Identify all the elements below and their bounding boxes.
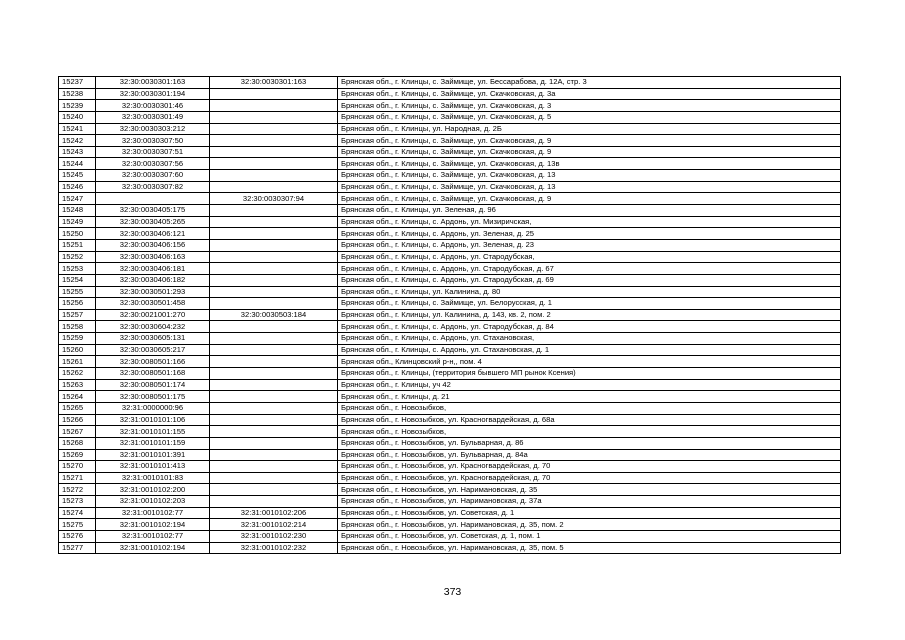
address-cell: Брянская обл., г. Клинцы, (территория бывшего МП рынок Ксения) [338, 368, 841, 380]
address-cell: Брянская обл., г. Клинцы, с. Займище, ул. Белорусская, д. 1 [338, 298, 841, 310]
cadastral-number-cell: 32:31:0010101:159 [96, 437, 210, 449]
related-cadastral-number-cell [210, 449, 338, 461]
cadastral-number-cell: 32:30:0030405:265 [96, 216, 210, 228]
cadastral-number-cell: 32:31:0000000:96 [96, 402, 210, 414]
related-cadastral-number-cell [210, 379, 338, 391]
cadastral-number-cell: 32:30:0030405:175 [96, 205, 210, 217]
address-cell: Брянская обл., г. Новозыбков, [338, 426, 841, 438]
address-cell: Брянская обл., г. Новозыбков, ул. Бульварная, д. 86 [338, 437, 841, 449]
row-number-cell: 15258 [59, 321, 96, 333]
cadastral-number-cell: 32:31:0010102:203 [96, 496, 210, 508]
address-cell: Брянская обл., г. Клинцы, с. Займище, ул. Скачковская, д. 13 [338, 170, 841, 182]
page-number: 373 [443, 586, 462, 598]
table-row [59, 542, 841, 554]
row-number-cell: 15257 [59, 309, 96, 321]
cadastral-number-cell: 32:31:0010101:391 [96, 449, 210, 461]
table-row [59, 251, 841, 263]
related-cadastral-number-cell [210, 437, 338, 449]
table-row [59, 530, 841, 542]
row-number-cell: 15253 [59, 263, 96, 275]
related-cadastral-number-cell [210, 146, 338, 158]
cadastral-number-cell: 32:30:0030605:217 [96, 344, 210, 356]
address-cell: Брянская обл., г. Клинцы, с. Ардонь, ул. Стародубская, д. 69 [338, 274, 841, 286]
address-cell: Брянская обл., г. Новозыбков, ул. Бульварная, д. 84а [338, 449, 841, 461]
table-row [59, 88, 841, 100]
row-number-cell: 15268 [59, 437, 96, 449]
table-row [59, 379, 841, 391]
table-row [59, 123, 841, 135]
row-number-cell: 15248 [59, 205, 96, 217]
related-cadastral-number-cell: 32:30:0030301:163 [210, 77, 338, 89]
table-row [59, 193, 841, 205]
cadastral-number-cell: 32:31:0010102:194 [96, 519, 210, 531]
table-row [59, 146, 841, 158]
table-row [59, 135, 841, 147]
row-number-cell: 15245 [59, 170, 96, 182]
related-cadastral-number-cell [210, 298, 338, 310]
related-cadastral-number-cell [210, 205, 338, 217]
cadastral-number-cell: 32:30:0030307:82 [96, 181, 210, 193]
related-cadastral-number-cell [210, 123, 338, 135]
address-cell: Брянская обл., г. Новозыбков, ул. Советская, д. 1, пом. 1 [338, 530, 841, 542]
address-cell: Брянская обл., г. Новозыбков, ул. Наримановская, д. 37а [338, 496, 841, 508]
table-row [59, 286, 841, 298]
row-number-cell: 15239 [59, 100, 96, 112]
table-row [59, 344, 841, 356]
address-cell: Брянская обл., г. Клинцы, ул. Зеленая, д. 96 [338, 205, 841, 217]
address-cell: Брянская обл., г. Клинцы, с. Ардонь, ул. Стародубская, [338, 251, 841, 263]
table-row [59, 484, 841, 496]
address-cell: Брянская обл., г. Клинцы, с. Займище, ул. Скачковская, д. 13в [338, 158, 841, 170]
address-cell: Брянская обл., г. Клинцы, с. Ардонь, ул. Стародубская, д. 67 [338, 263, 841, 275]
table-row [59, 496, 841, 508]
cadastral-number-cell: 32:30:0080501:175 [96, 391, 210, 403]
row-number-cell: 15244 [59, 158, 96, 170]
row-number-cell: 15265 [59, 402, 96, 414]
row-number-cell: 15266 [59, 414, 96, 426]
row-number-cell: 15250 [59, 228, 96, 240]
related-cadastral-number-cell [210, 391, 338, 403]
related-cadastral-number-cell [210, 426, 338, 438]
cadastral-number-cell [96, 193, 210, 205]
address-cell: Брянская обл., г. Клинцы, ул. Калинина, д. 80 [338, 286, 841, 298]
row-number-cell: 15275 [59, 519, 96, 531]
table-row [59, 216, 841, 228]
address-cell: Брянская обл., г. Клинцы, д. 21 [338, 391, 841, 403]
table-row [59, 519, 841, 531]
related-cadastral-number-cell [210, 170, 338, 182]
related-cadastral-number-cell [210, 484, 338, 496]
address-cell: Брянская обл., г. Клинцы, с. Займище, ул. Скачковская, д. 9 [338, 193, 841, 205]
cadastral-number-cell: 32:30:0030406:121 [96, 228, 210, 240]
related-cadastral-number-cell: 32:31:0010102:232 [210, 542, 338, 554]
row-number-cell: 15238 [59, 88, 96, 100]
related-cadastral-number-cell [210, 402, 338, 414]
cadastral-number-cell: 32:30:0030307:60 [96, 170, 210, 182]
row-number-cell: 15260 [59, 344, 96, 356]
row-number-cell: 15276 [59, 530, 96, 542]
table-row [59, 274, 841, 286]
table-row [59, 402, 841, 414]
table-row [59, 181, 841, 193]
related-cadastral-number-cell: 32:31:0010102:230 [210, 530, 338, 542]
address-cell: Брянская обл., г. Новозыбков, ул. Наримановская, д. 35, пом. 2 [338, 519, 841, 531]
address-cell: Брянская обл., г. Клинцы, с. Займище, ул. Скачковская, д. 3 [338, 100, 841, 112]
related-cadastral-number-cell [210, 228, 338, 240]
related-cadastral-number-cell [210, 135, 338, 147]
related-cadastral-number-cell [210, 263, 338, 275]
cadastral-number-cell: 32:30:0030307:56 [96, 158, 210, 170]
address-cell: Брянская обл., г. Клинцы, с. Ардонь, ул. Стахановская, [338, 333, 841, 345]
table-row [59, 111, 841, 123]
cadastral-number-cell: 32:31:0010102:200 [96, 484, 210, 496]
row-number-cell: 15274 [59, 507, 96, 519]
cadastral-number-cell: 32:30:0030406:156 [96, 239, 210, 251]
row-number-cell: 15261 [59, 356, 96, 368]
cadastral-number-cell: 32:31:0010101:106 [96, 414, 210, 426]
related-cadastral-number-cell: 32:30:0030503:184 [210, 309, 338, 321]
address-cell: Брянская обл., г. Клинцы, с. Ардонь, ул. Зеленая, д. 25 [338, 228, 841, 240]
row-number-cell: 15241 [59, 123, 96, 135]
related-cadastral-number-cell [210, 414, 338, 426]
row-number-cell: 15240 [59, 111, 96, 123]
cadastral-number-cell: 32:31:0010101:83 [96, 472, 210, 484]
related-cadastral-number-cell [210, 344, 338, 356]
cadastral-number-cell: 32:30:0030301:46 [96, 100, 210, 112]
address-cell: Брянская обл., г. Новозыбков, ул. Наримановская, д. 35 [338, 484, 841, 496]
table-row [59, 333, 841, 345]
table-row [59, 437, 841, 449]
row-number-cell: 15255 [59, 286, 96, 298]
cadastral-number-cell: 32:31:0010101:413 [96, 461, 210, 473]
address-cell: Брянская обл., г. Клинцы, с. Займище, ул. Скачковская, д. 13 [338, 181, 841, 193]
address-cell: Брянская обл., г. Клинцы, с. Ардонь, ул. Стахановская, д. 1 [338, 344, 841, 356]
address-cell: Брянская обл., г. Новозыбков, [338, 402, 841, 414]
address-cell: Брянская обл., г. Клинцы, с. Займище, ул. Скачковская, д. 3а [338, 88, 841, 100]
address-cell: Брянская обл., г. Клинцы, ул. Калинина, д. 143, кв. 2, пом. 2 [338, 309, 841, 321]
table-row [59, 472, 841, 484]
row-number-cell: 15243 [59, 146, 96, 158]
row-number-cell: 15270 [59, 461, 96, 473]
address-cell: Брянская обл., г. Клинцы, с. Ардонь, ул. Стародубская, д. 84 [338, 321, 841, 333]
address-cell: Брянская обл., г. Новозыбков, ул. Советская, д. 1 [338, 507, 841, 519]
row-number-cell: 15254 [59, 274, 96, 286]
related-cadastral-number-cell [210, 251, 338, 263]
cadastral-number-cell: 32:31:0010102:77 [96, 530, 210, 542]
row-number-cell: 15242 [59, 135, 96, 147]
table-row [59, 368, 841, 380]
address-cell: Брянская обл., г. Клинцы, с. Ардонь, ул. Мизиричская, [338, 216, 841, 228]
address-cell: Брянская обл., г. Клинцы, с. Ардонь, ул. Зеленая, д. 23 [338, 239, 841, 251]
table-row [59, 158, 841, 170]
cadastral-number-cell: 32:30:0030605:131 [96, 333, 210, 345]
related-cadastral-number-cell [210, 239, 338, 251]
table-row [59, 263, 841, 275]
table-row [59, 414, 841, 426]
related-cadastral-number-cell [210, 100, 338, 112]
related-cadastral-number-cell [210, 274, 338, 286]
related-cadastral-number-cell [210, 461, 338, 473]
table-row [59, 391, 841, 403]
cadastral-number-cell: 32:30:0030301:194 [96, 88, 210, 100]
related-cadastral-number-cell: 32:30:0030307:94 [210, 193, 338, 205]
row-number-cell: 15271 [59, 472, 96, 484]
related-cadastral-number-cell [210, 333, 338, 345]
row-number-cell: 15264 [59, 391, 96, 403]
table-row [59, 426, 841, 438]
cadastral-number-cell: 32:30:0021001:270 [96, 309, 210, 321]
address-cell: Брянская обл., г. Новозыбков, ул. Наримановская, д. 35, пом. 5 [338, 542, 841, 554]
cadastral-number-cell: 32:30:0030406:163 [96, 251, 210, 263]
address-cell: Брянская обл., г. Новозыбков, ул. Красногвардейская, д. 68а [338, 414, 841, 426]
related-cadastral-number-cell [210, 321, 338, 333]
row-number-cell: 15256 [59, 298, 96, 310]
row-number-cell: 15259 [59, 333, 96, 345]
cadastral-number-cell: 32:30:0030501:458 [96, 298, 210, 310]
row-number-cell: 15246 [59, 181, 96, 193]
address-cell: Брянская обл., г. Новозыбков, ул. Красногвардейская, д. 70 [338, 461, 841, 473]
table-row [59, 170, 841, 182]
related-cadastral-number-cell [210, 181, 338, 193]
cadastral-number-cell: 32:30:0080501:174 [96, 379, 210, 391]
related-cadastral-number-cell [210, 111, 338, 123]
related-cadastral-number-cell: 32:31:0010102:214 [210, 519, 338, 531]
related-cadastral-number-cell [210, 368, 338, 380]
related-cadastral-number-cell [210, 286, 338, 298]
cadastral-number-cell: 32:30:0030406:182 [96, 274, 210, 286]
row-number-cell: 15247 [59, 193, 96, 205]
address-cell: Брянская обл., г. Клинцы, с. Займище, ул. Скачковская, д. 9 [338, 135, 841, 147]
cadastral-number-cell: 32:30:0030307:51 [96, 146, 210, 158]
address-cell: Брянская обл., г. Клинцы, с. Займище, ул. Бессарабова, д. 12А, стр. 3 [338, 77, 841, 89]
table-row [59, 321, 841, 333]
row-number-cell: 15263 [59, 379, 96, 391]
row-number-cell: 15267 [59, 426, 96, 438]
cadastral-number-cell: 32:30:0080501:166 [96, 356, 210, 368]
cadastral-number-cell: 32:31:0010102:194 [96, 542, 210, 554]
related-cadastral-number-cell [210, 216, 338, 228]
row-number-cell: 15277 [59, 542, 96, 554]
table-row [59, 449, 841, 461]
cadastral-number-cell: 32:30:0030406:181 [96, 263, 210, 275]
address-cell: Брянская обл., г. Клинцы, с. Займище, ул. Скачковская, д. 5 [338, 111, 841, 123]
cadastral-number-cell: 32:30:0030301:163 [96, 77, 210, 89]
address-cell: Брянская обл., г. Новозыбков, ул. Красногвардейская, д. 70 [338, 472, 841, 484]
table-body [59, 77, 841, 554]
cadastral-number-cell: 32:30:0030303:212 [96, 123, 210, 135]
cadastral-number-cell: 32:30:0030604:232 [96, 321, 210, 333]
table-row [59, 205, 841, 217]
table-row [59, 507, 841, 519]
table-row [59, 309, 841, 321]
cadastral-number-cell: 32:31:0010101:155 [96, 426, 210, 438]
related-cadastral-number-cell: 32:31:0010102:206 [210, 507, 338, 519]
address-cell: Брянская обл., г. Клинцы, с. Займище, ул. Скачковская, д. 9 [338, 146, 841, 158]
cadastral-number-cell: 32:31:0010102:77 [96, 507, 210, 519]
cadastral-number-cell: 32:30:0030307:50 [96, 135, 210, 147]
row-number-cell: 15252 [59, 251, 96, 263]
row-number-cell: 15237 [59, 77, 96, 89]
address-cell: Брянская обл., г. Клинцы, ул. Народная, д. 2Б [338, 123, 841, 135]
table-row [59, 100, 841, 112]
row-number-cell: 15272 [59, 484, 96, 496]
address-cell: Брянская обл., Клинцовский р-н,, пом. 4 [338, 356, 841, 368]
table-row [59, 461, 841, 473]
related-cadastral-number-cell [210, 472, 338, 484]
address-cell: Брянская обл., г. Клинцы, уч 42 [338, 379, 841, 391]
row-number-cell: 15251 [59, 239, 96, 251]
table-row [59, 298, 841, 310]
row-number-cell: 15249 [59, 216, 96, 228]
related-cadastral-number-cell [210, 88, 338, 100]
cadastral-number-cell: 32:30:0080501:168 [96, 368, 210, 380]
related-cadastral-number-cell [210, 496, 338, 508]
table-row [59, 356, 841, 368]
related-cadastral-number-cell [210, 158, 338, 170]
cadastral-number-cell: 32:30:0030501:293 [96, 286, 210, 298]
row-number-cell: 15273 [59, 496, 96, 508]
table-row [59, 77, 841, 89]
row-number-cell: 15262 [59, 368, 96, 380]
property-table [58, 76, 841, 554]
cadastral-number-cell: 32:30:0030301:49 [96, 111, 210, 123]
related-cadastral-number-cell [210, 356, 338, 368]
table-row [59, 228, 841, 240]
row-number-cell: 15269 [59, 449, 96, 461]
table-row [59, 239, 841, 251]
